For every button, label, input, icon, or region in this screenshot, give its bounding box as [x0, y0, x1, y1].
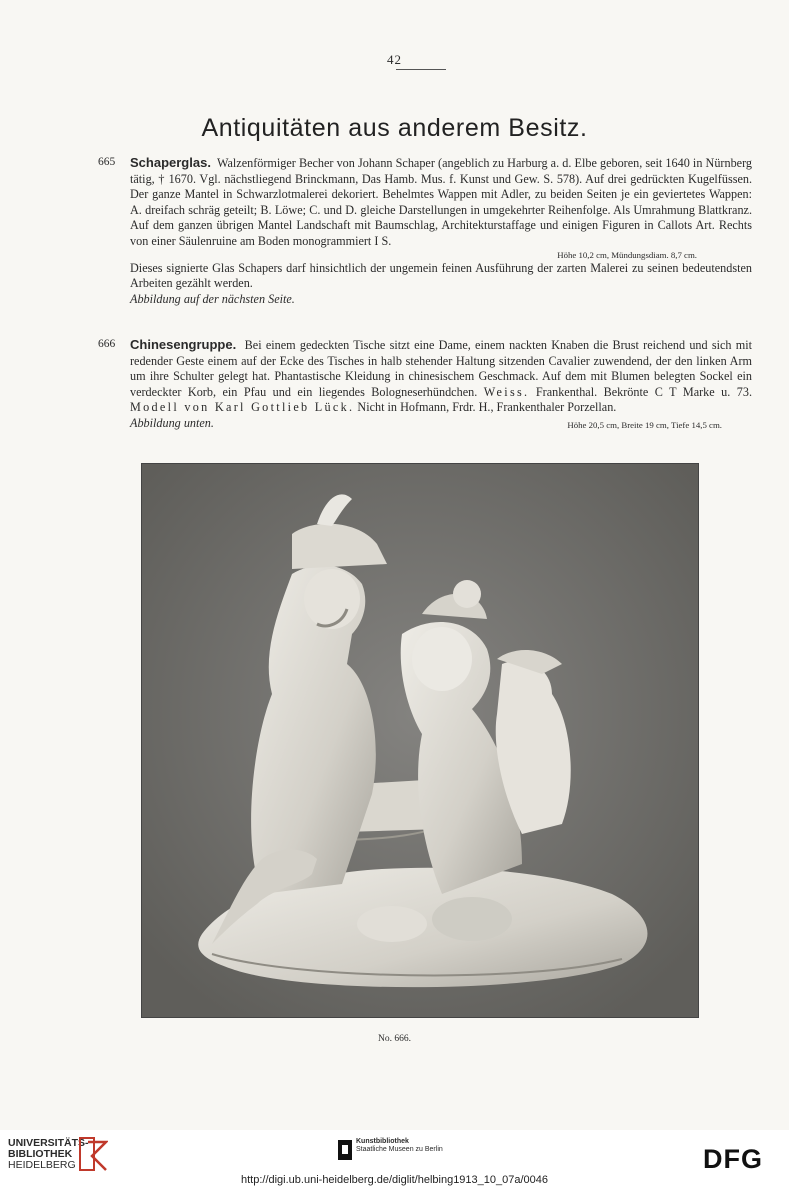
uni-logo-line3: HEIDELBERG: [8, 1159, 76, 1171]
material-weiss: Weiss.: [483, 384, 530, 399]
entry-title: Chinesengruppe.: [130, 337, 237, 352]
dfg-logo: DFG: [703, 1144, 763, 1174]
illustration-reference: Abbildung auf der nächsten Seite.: [130, 291, 295, 306]
entry-note: Dieses signierte Glas Schapers darf hinsichtlich der ungemein feinen Ausführung der zarten Malerei zu seinen bedeutendsten Arbeiten gezählt werden.: [130, 260, 752, 291]
catalog-entry-665: [98, 155, 753, 307]
kb-logo-line1: Kunstbibliothek: [356, 1138, 409, 1145]
literature-note: Nicht in Hofmann, Frdr. H., Frankenthaler Porzellan.: [357, 400, 617, 415]
kunstbibliothek-emblem-icon: [338, 1140, 352, 1160]
digitization-footer: [0, 1130, 789, 1189]
porcelain-figure-illustration: [142, 464, 698, 1017]
entry-number: 666: [98, 338, 116, 350]
entry-measurements: Höhe 20,5 cm, Breite 19 cm, Tiefe 14,5 cm.: [567, 419, 722, 430]
university-emblem-icon: [78, 1136, 108, 1172]
manufacture-mark: Frankenthal. Bekrönte C T Marke u. 73.: [535, 384, 753, 399]
kunstbibliothek-logo: [356, 1138, 443, 1154]
entry-title: Schaperglas.: [130, 155, 211, 170]
porcelain-group-photo: [141, 463, 699, 1018]
entry-number: 665: [98, 156, 116, 168]
model-attribution: Modell von Karl Gottlieb Lück.: [130, 400, 355, 415]
page-number: 42: [387, 52, 402, 67]
section-heading: Antiquitäten aus anderem Besitz.: [201, 114, 588, 142]
illustration-reference: Abbildung unten.: [130, 415, 214, 430]
catalog-entry-666: [98, 337, 753, 434]
source-url-link[interactable]: http://digi.ub.uni-heidelberg.de/diglit/helbing1913_10_07a/0046: [240, 1174, 549, 1186]
university-library-logo: [8, 1138, 89, 1171]
uni-logo-line1: UNIVERSITÄTS-: [8, 1137, 89, 1149]
photo-caption: No. 666.: [378, 1034, 411, 1044]
kb-logo-line2: Staatliche Museen zu Berlin: [356, 1146, 443, 1153]
uni-logo-line2: BIBLIOTHEK: [8, 1148, 73, 1160]
entry-description: Walzenförmiger Becher von Johann Schaper (angeblich zu Harburg a. d. Elbe geboren, seit 1640 in Nürnberg tätig, † 1670. Vgl. nächstliegend Brinckmann, Das Hamb. Mus. f. Kunst und Gew. S. 578). Auf drei gedrückten Kugelfüssen. Der ganze Mantel in Schwarzlotmalerei dekoriert. Behelmtes Wappen mit Adler, zu beiden Seiten je ein geviertetes Wappen: A. dreifach schräg geteilt; B. Löwe; C. und D. gleiche Darstellungen in umgekehrter Reihenfolge. Als Umrahmung Blattkranz. Auf dem ganzen übrigen Mantel Landschaft mit Baumschlag, Architekturstaffage und einigen Figuren in Callots Art. Rechts von einer Säulenruine am Boden monogrammiert I S.: [130, 156, 753, 248]
entry-measurements: Höhe 10,2 cm, Mündungsdiam. 8,7 cm.: [557, 249, 697, 260]
page-number-rule: [396, 69, 446, 70]
entry-description: Bei einem gedeckten Tische sitzt eine Dame, einem nackten Knaben die Brust reichend und sich mit redender Geste einem auf der Ecke des Tisches in halb stehender Haltung sitzenden Cavalier zuwendend, der den linken Arm um ihre Schulter gelegt hat. Phantastische Kleidung in chinesischem Geschmack. Auf dem mit Blumen belegten Sockel ein verdeckter Korb, ein Pfau und ein liegendes Bologneserhündchen.: [130, 338, 752, 399]
